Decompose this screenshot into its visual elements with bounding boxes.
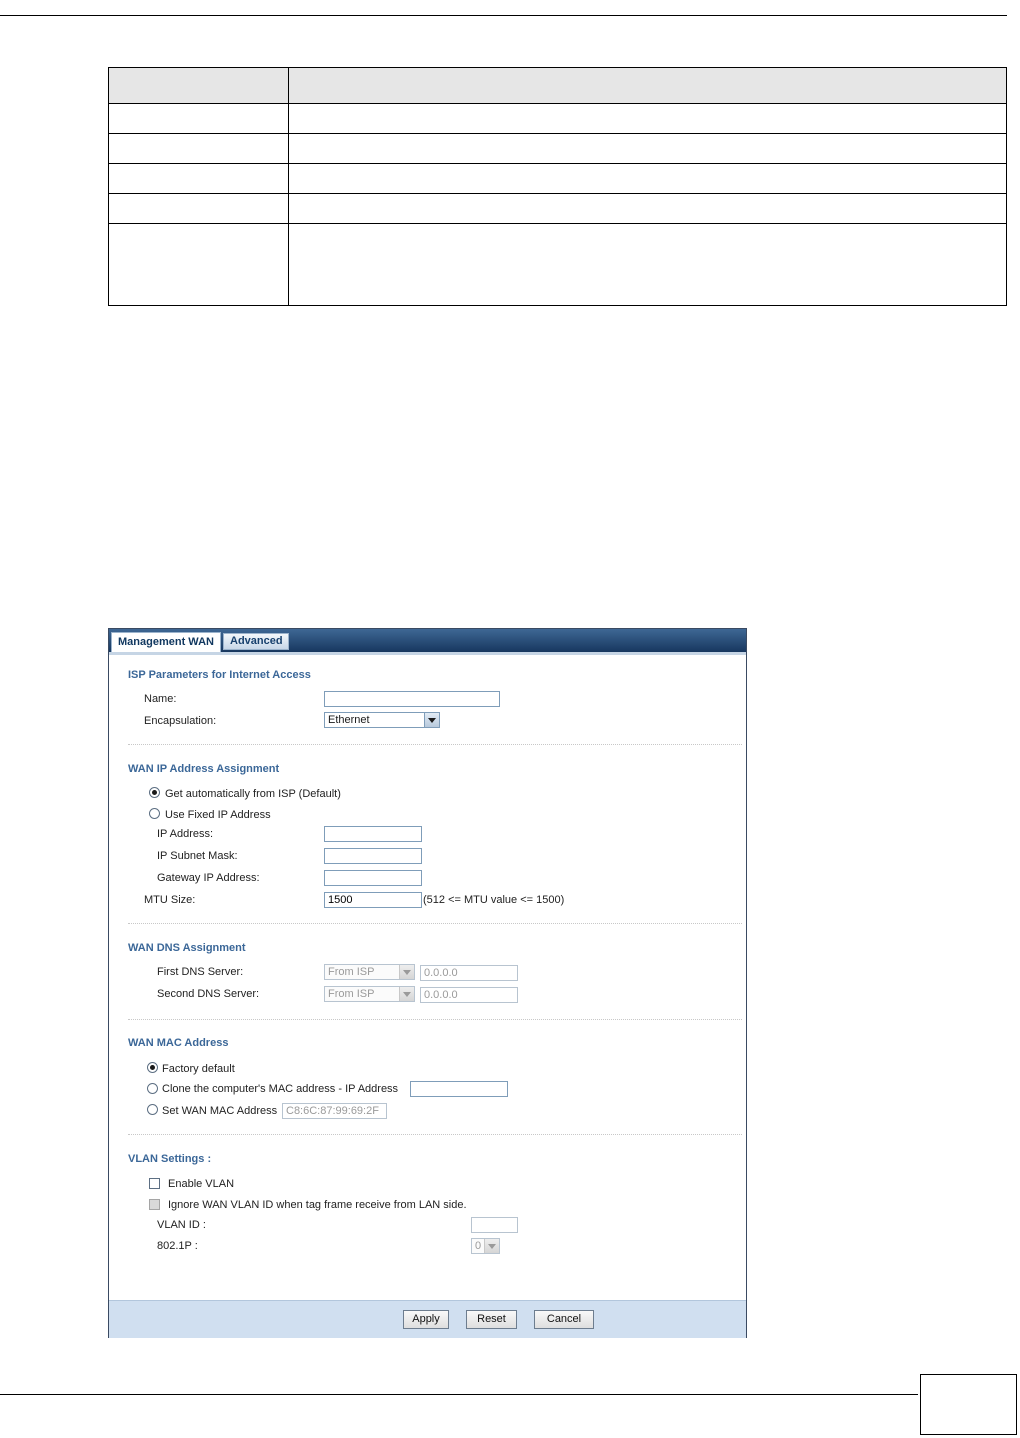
second-dns-ip-input[interactable]: 0.0.0.0: [420, 987, 518, 1003]
vlan-id-input[interactable]: [471, 1217, 518, 1233]
chevron-down-icon: [484, 1239, 499, 1253]
section-divider: [128, 923, 742, 924]
chevron-down-icon: [399, 987, 414, 1001]
section-divider: [128, 744, 742, 745]
p8021-label: 802.1P :: [157, 1240, 198, 1252]
second-dns-mode-select[interactable]: [324, 986, 415, 1002]
cancel-button[interactable]: Cancel: [534, 1310, 594, 1329]
table-row: [109, 164, 1007, 194]
fixed-ip-radio[interactable]: [149, 808, 160, 819]
dns-section-title: WAN DNS Assignment: [128, 942, 246, 954]
vlan-id-label: VLAN ID :: [157, 1219, 206, 1231]
subnet-mask-input[interactable]: [324, 848, 422, 864]
tab-advanced[interactable]: Advanced: [223, 633, 289, 650]
ip-address-input[interactable]: [324, 826, 422, 842]
table-header-cell: [289, 68, 1007, 104]
clone-mac-radio[interactable]: [147, 1083, 158, 1094]
set-mac-radio[interactable]: [147, 1104, 158, 1115]
section-divider: [128, 1134, 742, 1135]
ip-address-label: IP Address:: [157, 828, 214, 840]
first-dns-mode-select[interactable]: [324, 964, 415, 980]
tab-bar: [109, 629, 746, 652]
p8021-value: 0: [475, 1240, 482, 1252]
second-dns-label: Second DNS Server:: [157, 988, 260, 1000]
factory-default-radio[interactable]: [147, 1062, 158, 1073]
gateway-label: Gateway IP Address:: [157, 872, 260, 884]
tab-management-wan[interactable]: Management WAN: [111, 632, 221, 652]
wan-ip-section-title: WAN IP Address Assignment: [128, 763, 280, 775]
chevron-down-icon: [424, 713, 439, 727]
set-mac-label: Set WAN MAC Address: [162, 1105, 278, 1117]
auto-ip-label: Get automatically from ISP (Default): [165, 788, 341, 800]
table-header-cell: [109, 68, 289, 104]
reset-button[interactable]: Reset: [466, 1310, 517, 1329]
table-header-row: [109, 68, 1007, 104]
encapsulation-select[interactable]: [324, 712, 440, 728]
clone-ip-input[interactable]: [410, 1081, 508, 1097]
apply-button[interactable]: Apply: [403, 1310, 449, 1329]
mtu-hint: (512 <= MTU value <= 1500): [423, 894, 565, 906]
factory-default-label: Factory default: [162, 1063, 235, 1075]
ignore-vlan-label: Ignore WAN VLAN ID when tag frame receive from LAN side.: [168, 1199, 467, 1211]
subnet-mask-label: IP Subnet Mask:: [157, 850, 238, 862]
enable-vlan-checkbox[interactable]: [149, 1178, 160, 1189]
isp-section-title: ISP Parameters for Internet Access: [128, 669, 311, 681]
gateway-input[interactable]: [324, 870, 422, 886]
mtu-input[interactable]: 1500: [324, 892, 422, 908]
tab-underline: [109, 652, 746, 655]
mac-section-title: WAN MAC Address: [128, 1037, 229, 1049]
p8021-select[interactable]: [471, 1238, 500, 1254]
first-dns-label: First DNS Server:: [157, 966, 244, 978]
ignore-vlan-checkbox[interactable]: [149, 1199, 160, 1210]
fixed-ip-label: Use Fixed IP Address: [165, 809, 271, 821]
page-number-box: [920, 1374, 1017, 1435]
name-label: Name:: [144, 693, 177, 705]
enable-vlan-label: Enable VLAN: [168, 1178, 235, 1190]
vlan-section-title: VLAN Settings :: [128, 1153, 212, 1165]
encapsulation-value: Ethernet: [328, 714, 370, 726]
table-row: [109, 104, 1007, 134]
page-footer-rule: [0, 1394, 918, 1395]
clone-mac-label: Clone the computer's MAC address - IP Address: [162, 1083, 399, 1095]
section-divider: [128, 1019, 742, 1020]
encapsulation-label: Encapsulation:: [144, 715, 217, 727]
reference-table: [108, 67, 1007, 306]
table-row: [109, 224, 1007, 306]
first-dns-ip-input[interactable]: 0.0.0.0: [420, 965, 518, 981]
chevron-down-icon: [399, 965, 414, 979]
second-dns-mode-value: From ISP: [328, 988, 375, 1000]
auto-ip-radio[interactable]: [149, 787, 160, 798]
mtu-label: MTU Size:: [144, 894, 196, 906]
button-bar: [109, 1300, 746, 1338]
page-header-rule: [0, 15, 1007, 16]
management-wan-screen: [108, 628, 747, 1338]
first-dns-mode-value: From ISP: [328, 966, 375, 978]
table-row: [109, 134, 1007, 164]
set-mac-input[interactable]: C8:6C:87:99:69:2F: [282, 1103, 387, 1119]
name-input[interactable]: [324, 691, 500, 707]
table-row: [109, 194, 1007, 224]
